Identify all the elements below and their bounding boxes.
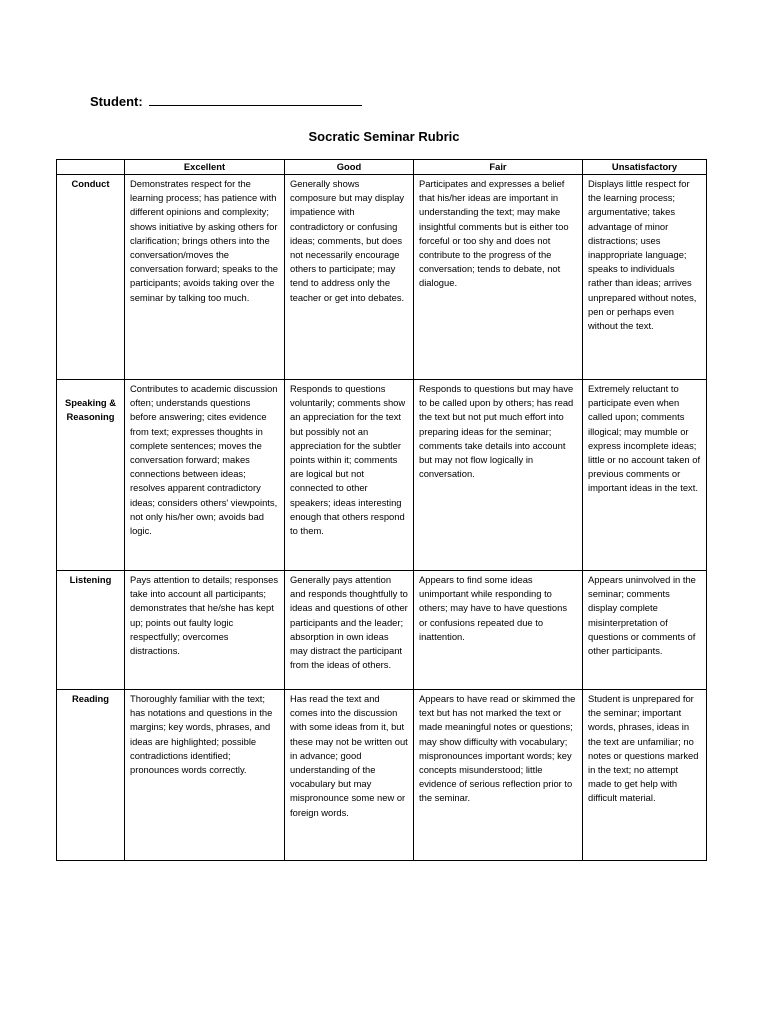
rubric-cell: Generally pays attention and responds thoughtfully to ideas and questions of other participants and the leader; absorption in own ideas may distract the participant from the ideas of others. — [285, 571, 414, 690]
rubric-cell: Displays little respect for the learning process; argumentative; takes advantage of minor distractions; uses inappropriate language; speaks to individuals rather than ideas; arrives unprepared without notes, pen or perhaps even without the text. — [583, 175, 707, 380]
header-cell-fair: Fair — [414, 160, 583, 175]
rubric-table — [56, 159, 707, 861]
table-row — [57, 175, 707, 380]
criterion-speaking-reasoning — [57, 380, 125, 571]
page-title: Socratic Seminar Rubric — [308, 129, 460, 144]
header-cell-good: Good — [285, 160, 414, 175]
header-cell-blank — [57, 160, 125, 175]
rubric-cell: Appears to have read or skimmed the text but has not marked the text or made meaningful notes or questions; may show difficulty with vocabulary; mispronounces important words; key concepts misunderstood; little evidence of serious reflection prior to the seminar. — [414, 690, 583, 861]
rubric-cell: Extremely reluctant to participate even when called upon; comments illogical; may mumble or express incomplete ideas; little or no account taken of previous comments or important ideas in the text. — [583, 380, 707, 571]
table-row — [57, 571, 707, 690]
rubric-cell: Generally shows composure but may display impatience with contradictory or confusing ideas; comments, but does not necessarily encourage others to participate; may tend to address only the teacher or get into debates. — [285, 175, 414, 380]
rubric-cell: Participates and expresses a belief that his/her ideas are important in understanding the text; may make insightful comments but is either too forceful or too shy and does not contribute to the progress of the conversation; tends to debate, not dialogue. — [414, 175, 583, 380]
criterion-reading: Reading — [57, 690, 125, 861]
rubric-cell: Responds to questions but may have to be called upon by others; has read the text but not put much effort into preparing ideas for the seminar; comments take details into account but may not flow logically in conversation. — [414, 380, 583, 571]
student-label: Student: — [90, 94, 143, 109]
criterion-listening: Listening — [57, 571, 125, 690]
rubric-cell: Thoroughly familiar with the text; has notations and questions in the margins; key words, phrases, and ideas are highlighted; possible contradictions identified; pronounces words correctly. — [125, 690, 285, 861]
header-row — [57, 160, 707, 175]
student-name-blank — [149, 93, 362, 106]
rubric-cell: Has read the text and comes into the discussion with some ideas from it, but these may not be written out in advance; good understanding of the vocabulary but may mispronounce some new or foreign words. — [285, 690, 414, 861]
rubric-cell: Contributes to academic discussion often; understands questions before answering; cites evidence from text; expresses thoughts in complete sentences; moves the conversation forward; makes connections between ideas; resolves apparent contradictory ideas; considers others' viewpoints, not only his/her own; avoids bad logic. — [125, 380, 285, 571]
rubric-cell: Pays attention to details; responses take into account all participants; demonstrates that he/she has kept up; points out faulty logic respectfully; overcomes distractions. — [125, 571, 285, 690]
table-row — [57, 690, 707, 861]
rubric-cell: Responds to questions voluntarily; comments show an appreciation for the text but possibly not an appreciation for the subtler points within it; comments are logical but not connected to other speakers; ideas interesting enough that others respond to them. — [285, 380, 414, 571]
table-row — [57, 380, 707, 571]
rubric-cell: Appears to find some ideas unimportant while responding to others; may have to have questions or confusions repeated due to inattention. — [414, 571, 583, 690]
student-name-field — [90, 93, 362, 109]
criterion-conduct: Conduct — [57, 175, 125, 380]
rubric-cell: Demonstrates respect for the learning process; has patience with different opinions and complexity; shows initiative by asking others for clarification; brings others into the conversation/moves the conversation forward; speaks to the participants; avoids taking over the seminar by talking too much. — [125, 175, 285, 380]
header-cell-unsatisfactory: Unsatisfactory — [583, 160, 707, 175]
rubric-cell: Appears uninvolved in the seminar; comments display complete misinterpretation of questions or comments of other participants. — [583, 571, 707, 690]
criterion-label: Speaking & Reasoning — [64, 397, 117, 423]
rubric-cell: Student is unprepared for the seminar; important words, phrases, ideas in the text are unfamiliar; no notes or questions marked in the text; no attempt made to get help with difficult material. — [583, 690, 707, 861]
header-cell-excellent: Excellent — [125, 160, 285, 175]
